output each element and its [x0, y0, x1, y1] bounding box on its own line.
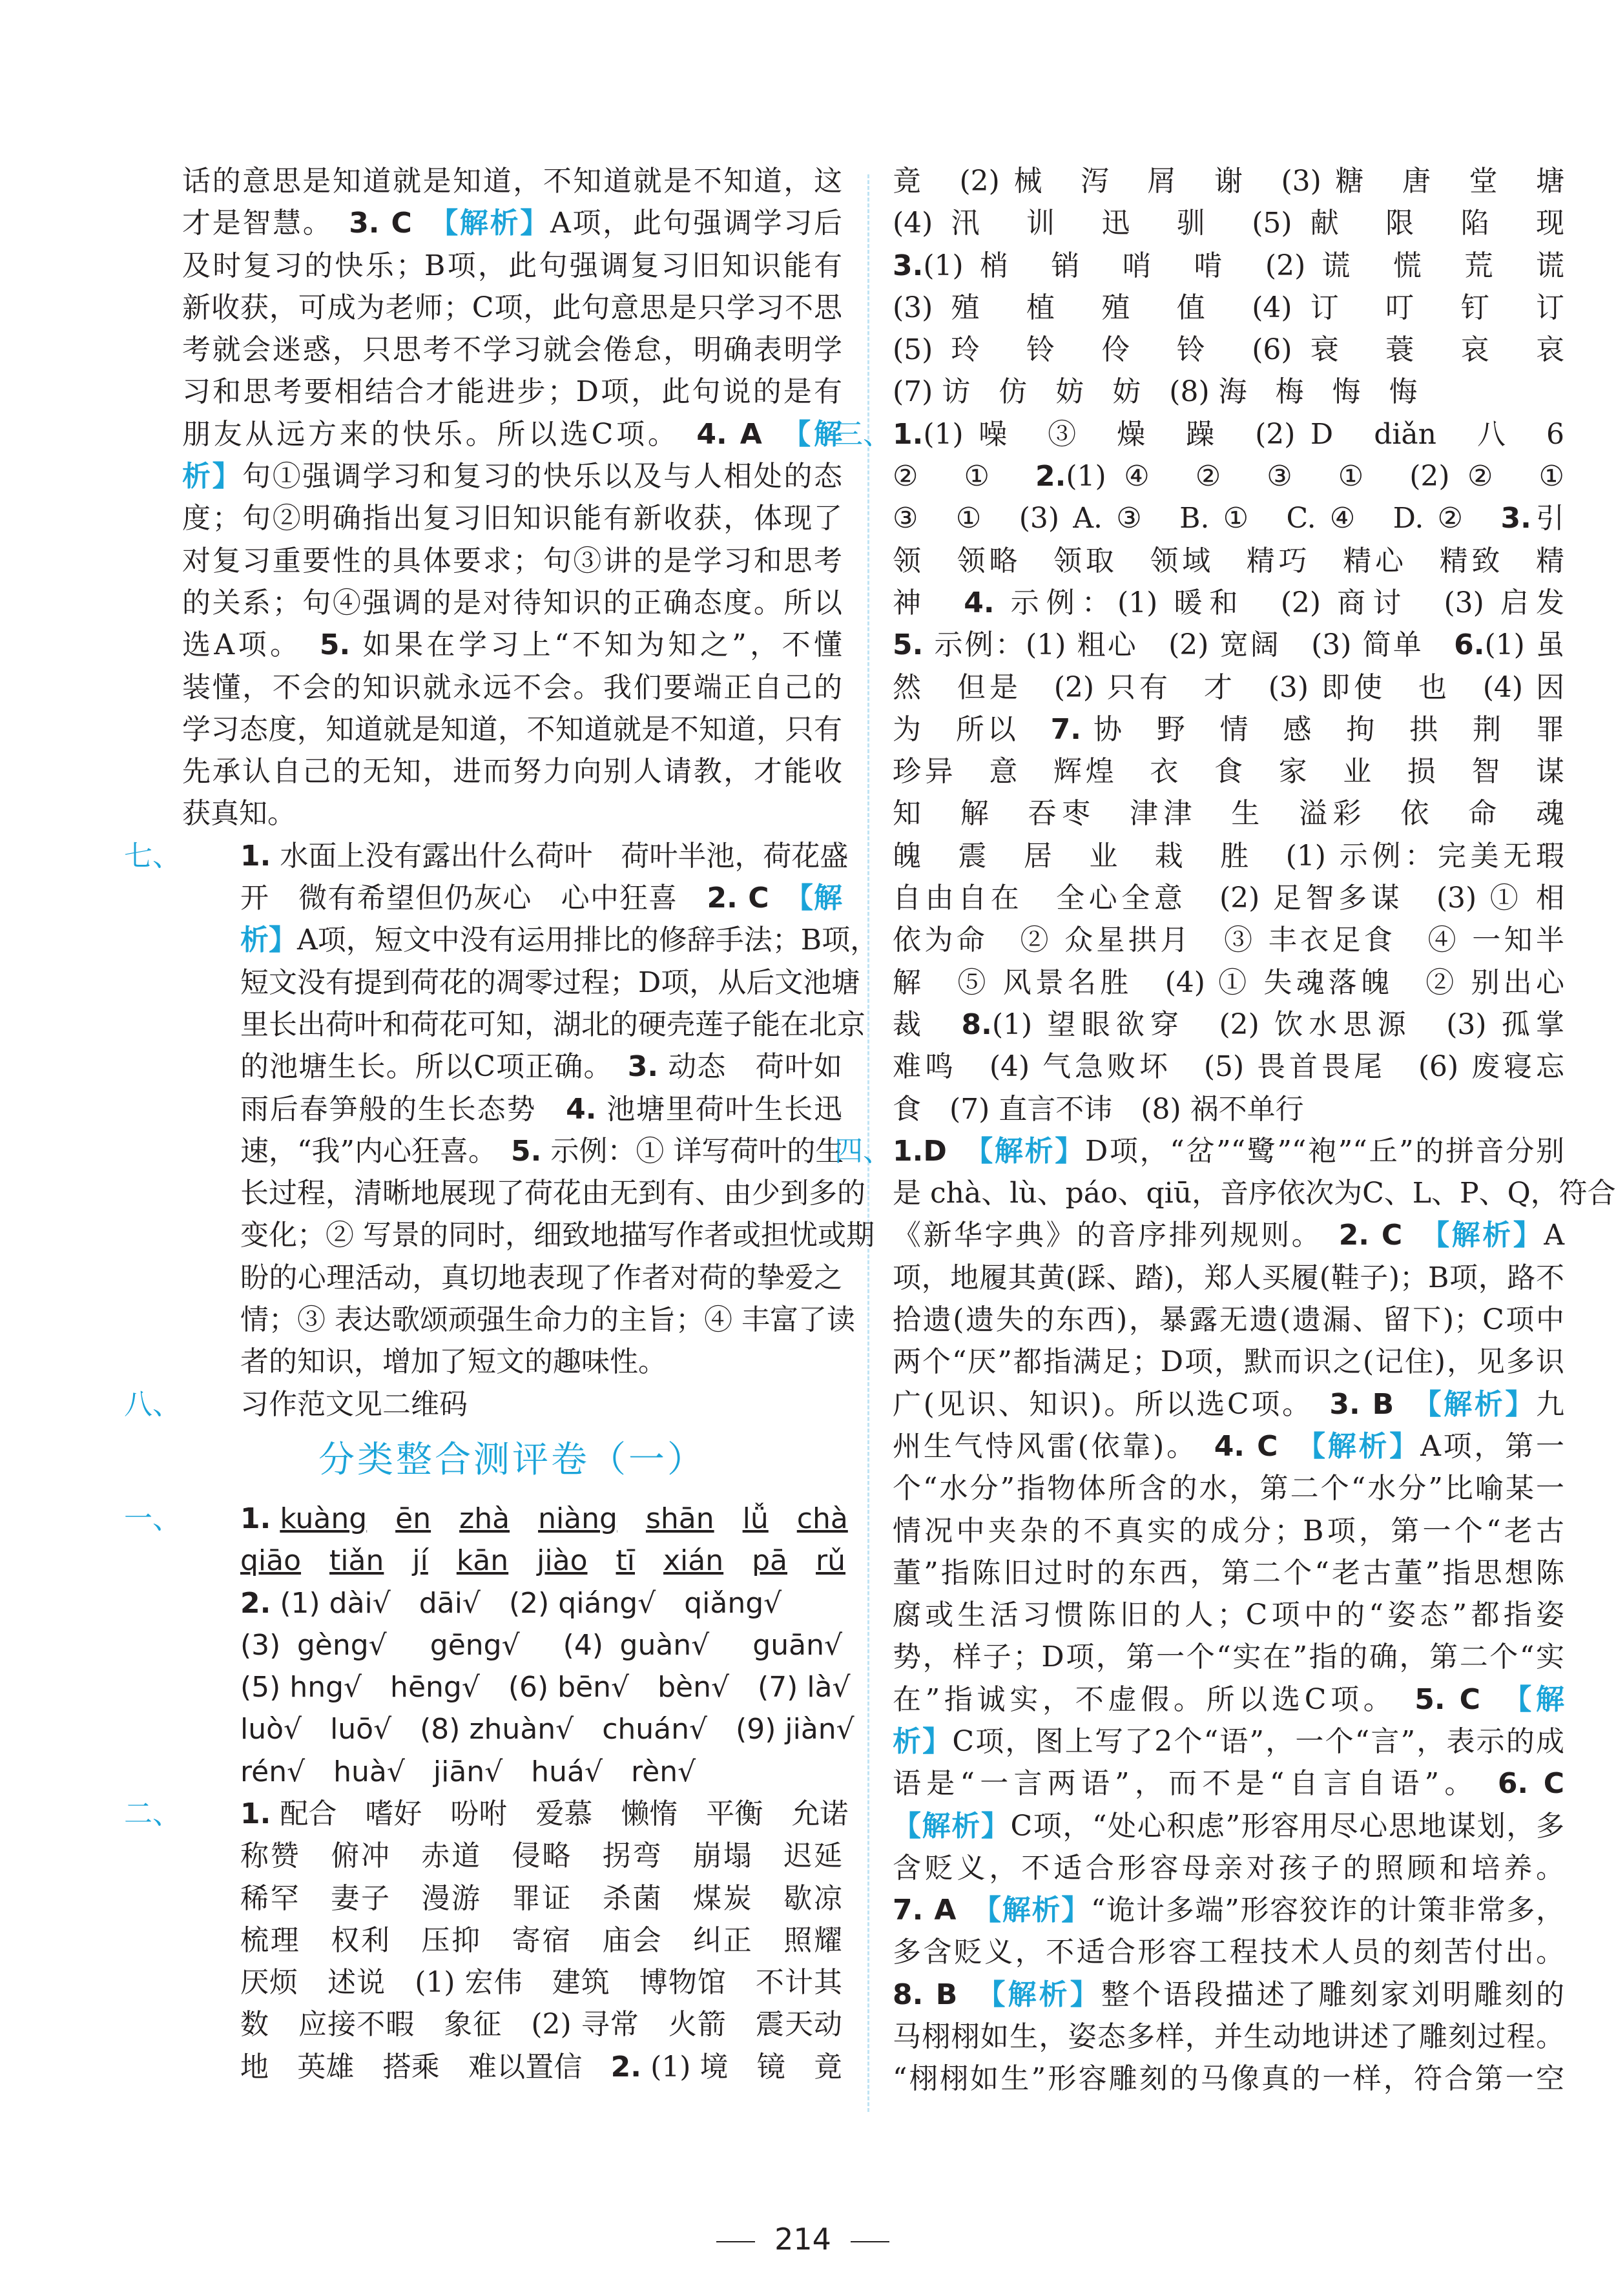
section-four	[834, 1130, 1616, 2100]
text-line: 及时复习的快乐；B项，此句强调复习旧知识能有	[182, 249, 842, 282]
text-line: 领 领略 领取 领域 精巧 精心 精致 精	[893, 544, 1564, 577]
text-line: 8. B 【解析】整个语段描述了雕刻家刘明雕刻的	[893, 1978, 1565, 2011]
text-line: 神 4. 示例：(1) 暖和 (2) 商讨 (3) 启发	[893, 586, 1564, 619]
text-line: 7. A 【解析】“诡计多端”形容狡诈的计策非常多，	[893, 1894, 1565, 1927]
text-line: (3) 殖 植 殖 值 (4) 订 叮 钉 订	[893, 291, 1564, 324]
text-line: 项，地履其黄(踩、踏)，郑人买履(鞋子)；B项，路不	[893, 1261, 1564, 1294]
text-line: 获真知。	[182, 797, 296, 831]
text-line: 者的知识，增加了短文的趣味性。	[240, 1345, 667, 1379]
text-line: 语是“一言两语”，而不是“自言自语”。 6. C	[893, 1767, 1564, 1801]
section-number: 三、	[834, 417, 891, 451]
text-line: 话的意思是知道就是知道，不知道就是不知道，这	[182, 165, 842, 198]
text-line: 数 应接不暇 象征 (2) 寻常 火箭 震天动	[240, 2008, 842, 2042]
section-three	[834, 413, 1565, 1130]
pinyin-row: 2. (1) dài√ dāi√ (2) qiáng√ qiǎng√	[240, 1586, 782, 1620]
text-line: 稀罕 妻子 漫游 罪证 杀菌 煤炭 歇凉	[240, 1881, 842, 1915]
text-line: 习和思考要相结合才能进步；D项，此句说的是有	[182, 375, 842, 409]
pinyin-row: (5) hng√ hēng√ (6) bēn√ bèn√ (7) là√	[240, 1671, 851, 1704]
text-line: 先承认自己的无知，进而努力向别人请教，才能收	[182, 755, 842, 789]
text-line: 对复习重要性的具体要求；句③讲的是学习和思考	[182, 544, 842, 577]
text-line: 装懂，不会的知识就永远不会。我们要端正自己的	[182, 670, 842, 704]
pinyin-row: 一、 1. kuàng ēn zhà niàng shān lǚ chà	[182, 1498, 842, 1540]
section-eight: 八、 习作范文见二维码	[182, 1383, 842, 1425]
text-line: ② ① 2.(1) ④ ② ③ ① (2) ② ①	[893, 460, 1565, 493]
text-line: 个“水分”指物体所含的水，第二个“水分”比喻某一	[893, 1472, 1564, 1505]
text-line: 珍异 意 辉煌 衣 食 家 业 损 智 谋	[893, 755, 1564, 789]
text-line: 腐或生活习惯陈旧的人；C项中的“姿态”都指姿	[893, 1598, 1564, 1632]
section-number: 七、	[124, 839, 181, 873]
section-number: 八、	[124, 1387, 181, 1421]
text-line: 盼的心理活动，真切地表现了作者对荷的挚爱之	[240, 1261, 842, 1294]
text-line: 竟 (2) 械 泻 屑 谢 (3) 糖 唐 堂 塘	[893, 165, 1564, 198]
text-line: 5. 示例：(1) 粗心 (2) 宽阔 (3) 简单 6.(1) 虽	[893, 628, 1565, 662]
text-line: 是 chà、lù、páo、qiū，音序依次为C、L、P、Q，符合	[893, 1177, 1616, 1210]
text-line: 二、 1. 配合 嗜好 吩咐 爱慕 懒惰 平衡 允诺	[182, 1793, 842, 1835]
text-line: 梳理 权利 压抑 寄宿 庙会 纠正 照耀	[240, 1923, 842, 1957]
text-line: 四、 1.D 【解析】D项，“岔”“鹭”“袍”“丘”的拼音分别	[834, 1130, 1564, 1172]
text-line: 解 ⑤ 风景名胜 (4) ① 失魂落魄 ② 别出心	[893, 966, 1564, 999]
text-line: 称赞 俯冲 赤道 侵略 拐弯 崩塌 迟延	[240, 1839, 842, 1873]
text-line: (5) 玲 铃 伶 铃 (6) 衰 蓑 哀 哀	[893, 333, 1564, 367]
text-line: (7) 访 仿 妨 妨 (8) 海 梅 悔 悔	[893, 375, 1418, 409]
text-line: 里长出荷叶和荷花可知，湖北的硬壳莲子能在北京	[240, 1008, 865, 1041]
text-line: 度；句②明确指出复习旧知识能有新收获，体现了	[182, 502, 842, 535]
section-one	[124, 1498, 855, 1793]
text-line: 厌烦 述说 (1) 宏伟 建筑 博物馆 不计其	[240, 1966, 842, 2000]
text-line: 短文没有提到荷花的凋零过程；D项，从后文池塘	[240, 966, 860, 999]
text-line: 魄 震 居 业 栽 胜 (1) 示例：完美无瑕	[893, 839, 1564, 873]
text-line: 在”指诚实，不虚假。所以选C项。 5. C 【解	[893, 1682, 1565, 1716]
pinyin-row: (3) gèng√ gēng√ (4) guàn√ guān√	[240, 1628, 842, 1662]
text-line: 州生气恃风雷(依靠)。 4. C 【解析】A项，第一	[893, 1429, 1564, 1463]
right-column	[834, 160, 1616, 2100]
text-line: 学习态度，知道就是知道，不知道就是不知道，只有	[182, 712, 842, 746]
text-line: 两个“厌”都指满足；D项，默而识之(记住)，见多识	[893, 1345, 1564, 1379]
text-line: 《新华字典》的音序排列规则。 2. C 【解析】A	[893, 1219, 1565, 1252]
text-line: 为 所以 7. 协 野 情 感 拘 拱 荆 罪	[893, 712, 1564, 746]
text-line: 析】C项，图上写了2个“语”，一个“言”，表示的成	[893, 1724, 1565, 1758]
text-line: 七、 1. 水面上没有露出什么荷叶 荷叶半池，荷花盛	[182, 835, 842, 877]
text-line: 董”指陈旧过时的东西，第二个“老古董”指思想陈	[893, 1556, 1564, 1589]
pinyin-row: qiāo tiǎn jí kān jiào tī xián pā rǔ	[240, 1544, 846, 1578]
text-line: (4) 汛 训 迅 驯 (5) 献 限 陷 现	[893, 207, 1564, 240]
text-line: 三、 1.(1) 噪 ③ 燥 躁 (2) D diǎn 八 6	[834, 413, 1564, 455]
text-line: 选A项。 5. 如果在学习上“不知为知之”，不懂	[182, 628, 842, 662]
text-line: 地 英雄 搭乘 难以置信 2. (1) 境 镜 竟	[240, 2050, 843, 2084]
text-line: 拾遗(遗失的东西)，暴露无遗(遗漏、留下)；C项中	[893, 1303, 1564, 1337]
section-number: 一、	[124, 1502, 181, 1535]
text-line: 长过程，清晰地展现了荷花由无到有、由少到多的	[240, 1177, 865, 1210]
text-line: 新收获，可成为老师；C项，此句意思是只学习不思	[182, 291, 842, 324]
text-line: 朋友从远方来的快乐。所以选C项。 4. A 【解	[182, 417, 843, 451]
section-number: 二、	[124, 1797, 181, 1830]
section-number: 四、	[834, 1134, 891, 1168]
text-line: 情；③ 表达歌颂顽强生命力的主旨；④ 丰富了读	[240, 1303, 855, 1337]
text-line: “栩栩如生”形容雕刻的马像真的一样，符合第一空	[893, 2062, 1564, 2096]
text-line: 开 微有希望但仍灰心 心中狂喜 2. C 【解	[240, 882, 843, 915]
text-line: ③ ① (3) A. ③ B. ① C. ④ D. ② 3.引	[893, 502, 1565, 535]
text-line: 知 解 吞枣 津津 生 溢彩 依 命 魂	[893, 797, 1564, 831]
pinyin-row: rén√ huà√ jiān√ huá√ rèn√	[240, 1755, 696, 1788]
text-line: 析】句①强调学习和复习的快乐以及与人相处的态	[182, 460, 843, 493]
text-line: 变化；② 写景的同时，细致地描写作者或担忧或期	[240, 1219, 875, 1252]
text-line: 雨后春笋般的生长态势 4. 池塘里荷叶生长迅	[240, 1092, 843, 1126]
pinyin-row: luò√ luō√ (8) zhuàn√ chuán√ (9) jiàn√	[240, 1713, 855, 1746]
text-line: 考就会迷惑，只思考不学习就会倦怠，明确表明学	[182, 333, 842, 367]
text-line: 才是智慧。 3. C 【解析】A项，此句强调学习后	[182, 207, 843, 240]
text-line: 难鸣 (4) 气急败坏 (5) 畏首畏尾 (6) 废寝忘	[893, 1050, 1564, 1084]
text-line: 【解析】C项，“处心积虑”形容用尽心思地谋划，多	[893, 1809, 1565, 1843]
text-line: 裁 8.(1) 望眼欲穿 (2) 饮水思源 (3) 孤掌	[893, 1008, 1565, 1041]
text-line: 依为命 ② 众星拱月 ③ 丰衣足食 ④ 一知半	[893, 924, 1564, 957]
left-column	[124, 160, 879, 2088]
text-line: 的池塘生长。所以C项正确。 3. 动态 荷叶如	[240, 1050, 842, 1084]
text-line: 势，样子；D项，第一个“实在”指的确，第二个“实	[893, 1640, 1564, 1674]
text-line: 情况中夹杂的不真实的成分；B项，第一个“老古	[893, 1514, 1564, 1547]
text-line: 含贬义，不适合形容母亲对孩子的照顾和培养。	[893, 1851, 1564, 1885]
text-line: 3.(1) 梢 销 哨 啃 (2) 谎 慌 荒 谎	[893, 249, 1564, 282]
text-line: 广(见识、知识)。所以选C项。 3. B 【解析】九	[893, 1387, 1565, 1421]
page-number: 214	[0, 2222, 1606, 2257]
section-title: 分类整合测评卷（一）	[318, 1438, 706, 1481]
text-line: 析】A项，短文中没有运用排比的修辞手法；B项，	[240, 924, 879, 957]
section-seven	[124, 835, 879, 1383]
text-line: 食 (7) 直言不讳 (8) 祸不单行	[893, 1092, 1304, 1126]
text-line: 多含贬义，不适合形容工程技术人员的刻苦付出。	[893, 1936, 1564, 1969]
text-line: 自由自在 全心全意 (2) 足智多谋 (3) ① 相	[893, 882, 1564, 915]
text-line: 马栩栩如生，姿态多样，并生动地讲述了雕刻过程。	[893, 2020, 1564, 2054]
text-line: 速，“我”内心狂喜。 5. 示例：① 详写荷叶的生	[240, 1134, 844, 1168]
section-two	[124, 1793, 849, 2088]
text-line: 的关系；句④强调的是对待知识的正确态度。所以	[182, 586, 842, 619]
text-line: 然 但是 (2) 只有 才 (3) 即使 也 (4) 因	[893, 670, 1564, 704]
